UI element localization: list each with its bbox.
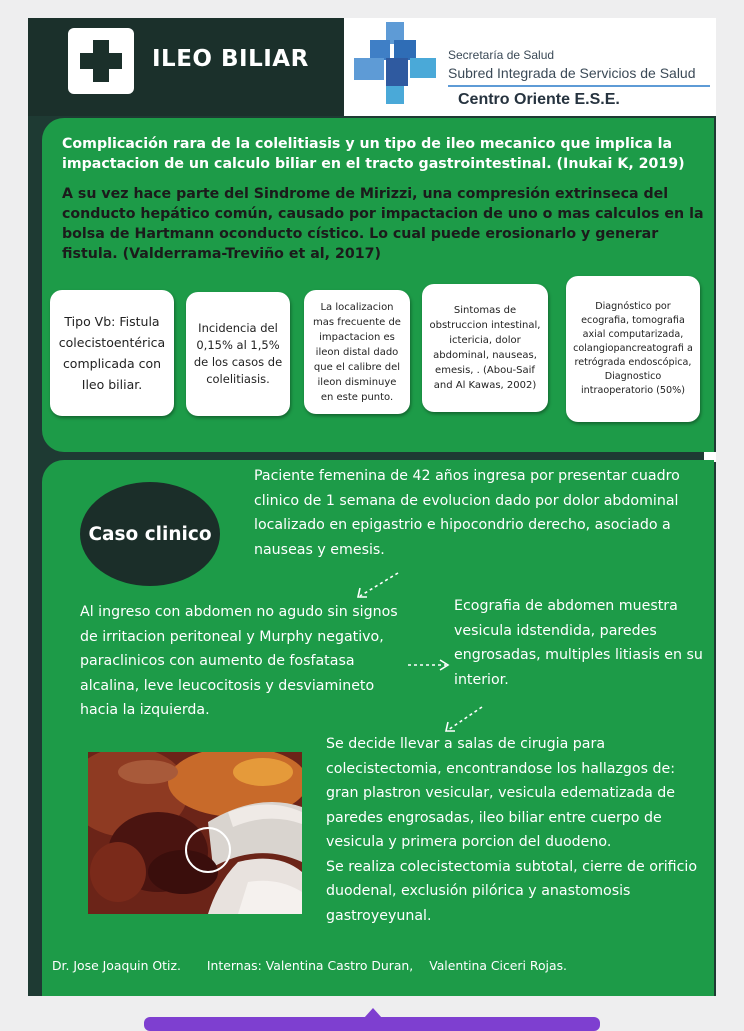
footer-credits [52, 958, 589, 973]
case-presentation-text: Paciente femenina de 42 años ingresa por presentar cuadro clinico de 1 semana de evolucion dado por dolor abdominal localizado en epigastrio e hipocondrio derecho, asociado a nauseas y emesis. [254, 468, 680, 558]
health-logo-icon [350, 22, 438, 106]
case-panel [42, 460, 714, 996]
case-ultrasound-text: Ecografia de abdomen muestra vesicula idstendida, paredes engrosadas, multiples litiasis en su interior. [454, 598, 703, 688]
case-admission-text: Al ingreso con abdomen no agudo sin signos de irritacion peritoneal y Murphy negativo, paraclinicos con aumento de fosfatasa alcalina, leve leucocitosis y desviamineto hacia la izquierda. [80, 604, 398, 718]
info-card-location: La localizacion mas frecuente de impactacion es ileon distal dado que el calibre del ileon disminuye en este punto. [304, 290, 410, 414]
institution-logo-area [344, 18, 716, 116]
case-surgery-findings: Se decide llevar a salas de cirugia para colecistectomia, encontrandose los hallazgos de: gran plastron vesicular, vesicula edematizada de paredes engrosadas, ileo biliar entre cuerpo de vesicula y primera porcion del duodeno. [326, 736, 676, 850]
header-title-area [28, 18, 344, 116]
case-heading-badge [80, 482, 220, 586]
overview-panel [42, 118, 714, 452]
logo-line-subred: Subred Integrada de Servicios de Salud [448, 65, 696, 81]
dotted-arrow-icon [440, 704, 486, 734]
definition-text: Complicación rara de la colelitiasis y un tipo de ileo mecanico que implica la impactacion de un calculo biliar en el tracto gastrointestinal. (Inukai K, 2019) [62, 136, 685, 172]
dotted-arrow-icon [406, 658, 452, 672]
footer-doctor: Dr. Jose Joaquin Otiz. [52, 958, 181, 973]
dotted-arrow-icon [352, 570, 402, 600]
case-surgery-procedure: Se realiza colecistectomia subtotal, cierre de orificio duodenal, exclusión pilórica y anastomosis gastroyeyunal. [326, 858, 698, 924]
case-surgery-text [326, 732, 708, 928]
poster [28, 18, 716, 996]
info-card-diagnosis: Diagnóstico por ecografia, tomografia axial computarizada, colangiopancreatografi a retrógrada endoscópica, Diagnostico intraoperatorio (50%) [566, 276, 700, 422]
mirizzi-text: A su vez hace parte del Sindrome de Mirizzi, una compresión extrinseca del conducto hepático común, causado por impactacion de uno o mas calculos en la bolsa de Hartmann oconducto cístico. Lo cual puede erosionarlo y generar fistula. (Valderrama-Treviño et al, 2017) [62, 186, 704, 262]
medical-cross-icon [68, 28, 134, 94]
bottom-toolbar [144, 1017, 600, 1031]
case-heading: Caso clinico [88, 523, 212, 545]
surgical-photo [88, 752, 302, 914]
page-title: ILEO BILIAR [152, 46, 309, 72]
logo-line-secretaria: Secretaría de Salud [448, 48, 555, 62]
footer-interns-label: Internas: Valentina Castro Duran, [206, 958, 414, 973]
logo-line-centro: Centro Oriente E.S.E. [458, 91, 620, 108]
logo-divider [448, 85, 710, 87]
info-card-symptoms: Sintomas de obstruccion intestinal, ictericia, dolor abdominal, nauseas, emesis, . (Abou-Saif and Al Kawas, 2002) [422, 284, 548, 412]
info-card-type: Tipo Vb: Fistula colecistoentérica complicada con Ileo biliar. [50, 290, 174, 416]
footer-intern-2: Valentina Ciceri Rojas. [429, 958, 567, 973]
info-card-incidence: Incidencia del 0,15% al 1,5% de los casos de colelitiasis. [186, 292, 290, 416]
